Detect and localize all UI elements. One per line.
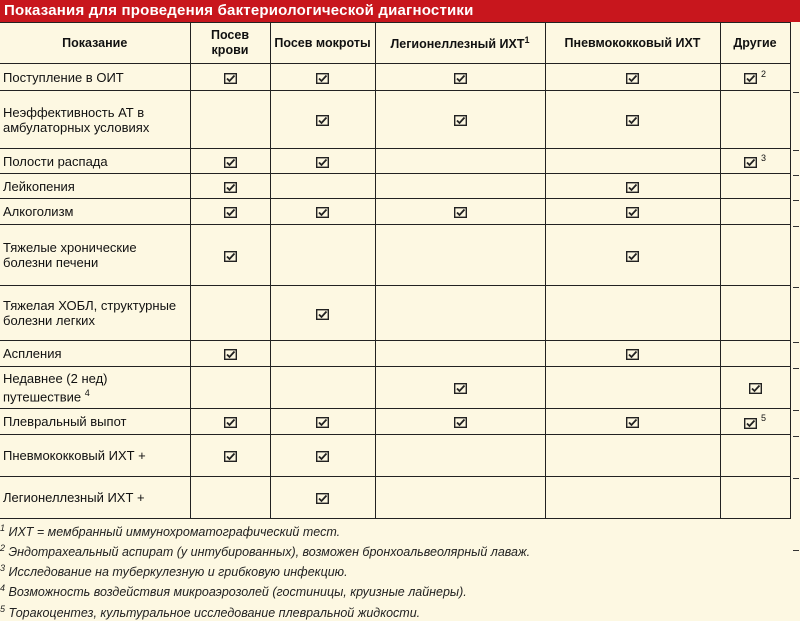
check-cell	[545, 199, 720, 225]
table-row	[0, 199, 790, 225]
row-label-text: Недавнее (2 нед) путешествие	[3, 370, 108, 405]
check-cell	[190, 341, 270, 367]
check-cell	[190, 286, 270, 341]
row-label-text: Пневмококковый ИХТ +	[3, 448, 146, 463]
row-label-text: Поступление в ОИТ	[3, 69, 124, 85]
footnote-number: 1	[0, 523, 6, 533]
checkbox-checked-icon	[316, 448, 329, 463]
table-row	[0, 341, 790, 367]
check-cell	[545, 225, 720, 286]
check-cell	[270, 225, 375, 286]
checkbox-checked-icon	[224, 346, 237, 361]
indications-table	[0, 22, 791, 519]
check-cell	[270, 435, 375, 477]
check-cell	[375, 367, 545, 409]
checkbox-checked-icon	[454, 204, 467, 219]
column-header-label: Пневмококковый ИХТ	[564, 35, 701, 50]
edge-tick	[793, 550, 799, 551]
footnote-ref: 1	[524, 35, 530, 46]
check-cell	[720, 341, 790, 367]
check-cell	[190, 409, 270, 435]
checkbox-checked-icon	[224, 154, 237, 169]
checkbox-checked-icon	[316, 112, 329, 127]
row-label-text: Тяжелая ХОБЛ, структурные болезни легких	[3, 298, 177, 328]
checkbox-checked-icon	[626, 179, 639, 194]
column-header	[545, 23, 720, 64]
footnotes	[0, 520, 530, 621]
checkbox-checked-icon	[224, 414, 237, 429]
table-row	[0, 286, 790, 341]
row-label	[0, 199, 190, 225]
edge-tick	[793, 436, 799, 437]
column-header	[720, 23, 790, 64]
edge-tick	[793, 150, 799, 151]
footnote	[0, 601, 530, 621]
check-cell	[270, 286, 375, 341]
check-cell	[270, 174, 375, 199]
edge-tick	[793, 368, 799, 369]
check-cell	[720, 149, 790, 174]
check-cell	[270, 367, 375, 409]
checkbox-checked-icon	[626, 112, 639, 127]
row-label	[0, 435, 190, 477]
check-cell	[190, 225, 270, 286]
checkbox-checked-icon	[626, 346, 639, 361]
checkbox-checked-icon	[316, 414, 329, 429]
check-cell	[190, 435, 270, 477]
checkbox-checked-icon	[316, 306, 329, 321]
table-row	[0, 367, 790, 409]
row-label	[0, 174, 190, 199]
footnote-ref: 3	[760, 152, 766, 163]
row-label	[0, 64, 190, 91]
header-row	[0, 23, 790, 64]
footnote	[0, 580, 530, 600]
check-cell	[375, 174, 545, 199]
edge-tick	[793, 287, 799, 288]
check-cell	[720, 477, 790, 519]
table-row	[0, 64, 790, 91]
table-title: Показания для проведения бактериологической диагностики	[0, 0, 800, 22]
checkbox-checked-icon	[224, 248, 237, 263]
row-label-text: Легионеллезный ИХТ +	[3, 490, 145, 505]
checkbox-checked-icon	[454, 414, 467, 429]
check-cell	[270, 409, 375, 435]
row-label	[0, 149, 190, 174]
checkbox-checked-icon	[224, 179, 237, 194]
check-cell	[720, 286, 790, 341]
checkbox-checked-icon	[224, 70, 237, 85]
footnote-ref: 4	[84, 387, 90, 398]
checkbox-checked-icon	[454, 112, 467, 127]
row-label	[0, 286, 190, 341]
check-cell	[270, 199, 375, 225]
check-cell	[545, 341, 720, 367]
row-label-text: Плевральный выпот	[3, 414, 127, 429]
row-label	[0, 409, 190, 435]
checkbox-checked-icon	[744, 154, 757, 169]
footnote	[0, 560, 530, 580]
checkbox-checked-icon	[224, 448, 237, 463]
edge-tick	[793, 478, 799, 479]
row-label	[0, 91, 190, 149]
checkbox-checked-icon	[224, 204, 237, 219]
check-cell	[270, 149, 375, 174]
checkbox-checked-icon	[316, 204, 329, 219]
check-cell	[190, 91, 270, 149]
check-cell	[190, 174, 270, 199]
checkbox-checked-icon	[626, 70, 639, 85]
check-cell	[190, 367, 270, 409]
check-cell	[375, 409, 545, 435]
check-cell	[375, 64, 545, 91]
check-cell	[270, 341, 375, 367]
check-cell	[270, 91, 375, 149]
check-cell	[720, 225, 790, 286]
row-label-text: Лейкопения	[3, 178, 75, 194]
check-cell	[375, 477, 545, 519]
check-cell	[375, 91, 545, 149]
check-cell	[545, 149, 720, 174]
check-cell	[545, 174, 720, 199]
checkbox-checked-icon	[454, 70, 467, 85]
column-header-label: Другие	[733, 35, 777, 50]
check-cell	[375, 286, 545, 341]
check-cell	[545, 64, 720, 91]
row-label-text: Неэффективность АТ в амбулаторных условиях	[3, 104, 150, 135]
checkbox-checked-icon	[626, 204, 639, 219]
footnote-number: 5	[0, 603, 6, 614]
table-row	[0, 91, 790, 149]
check-cell	[720, 91, 790, 149]
footnote-ref: 5	[760, 413, 766, 424]
row-label-text: Алкоголизм	[3, 204, 74, 219]
footnote	[0, 520, 530, 540]
column-header-label: Легионеллезный ИХТ	[390, 37, 525, 52]
checkbox-checked-icon	[749, 380, 762, 395]
checkbox-checked-icon	[626, 248, 639, 263]
checkbox-checked-icon	[316, 70, 329, 85]
check-cell	[270, 477, 375, 519]
check-cell	[720, 174, 790, 199]
check-cell	[190, 64, 270, 91]
check-cell	[190, 149, 270, 174]
checkbox-checked-icon	[744, 415, 757, 430]
table-row	[0, 409, 790, 435]
edge-tick	[793, 342, 799, 343]
checkbox-checked-icon	[626, 414, 639, 429]
footnote-text: Исследование на туберкулезную и грибковую инфекцию.	[8, 565, 348, 580]
check-cell	[375, 225, 545, 286]
table-row	[0, 435, 790, 477]
check-cell	[545, 435, 720, 477]
row-label-text: Тяжелые хронические болезни печени	[3, 240, 137, 270]
row-label	[0, 225, 190, 286]
edge-tick	[793, 410, 799, 411]
check-cell	[375, 149, 545, 174]
check-cell	[720, 64, 790, 91]
check-cell	[545, 286, 720, 341]
edge-tick	[793, 200, 799, 201]
check-cell	[375, 435, 545, 477]
check-cell	[720, 409, 790, 435]
checkbox-checked-icon	[316, 490, 329, 505]
check-cell	[375, 199, 545, 225]
check-cell	[545, 477, 720, 519]
footnote	[0, 540, 530, 560]
column-header-label: Показание	[62, 35, 128, 50]
column-header-label: Посев мокроты	[274, 35, 371, 50]
row-label-text: Полости распада	[3, 153, 108, 169]
check-cell	[190, 477, 270, 519]
table-row	[0, 225, 790, 286]
check-cell	[545, 367, 720, 409]
check-cell	[190, 199, 270, 225]
table-row	[0, 149, 790, 174]
footnote-number: 3	[0, 563, 6, 574]
edge-tick	[793, 92, 799, 93]
edge-tick	[793, 226, 799, 227]
row-label	[0, 367, 190, 409]
table-row	[0, 477, 790, 519]
checkbox-checked-icon	[744, 70, 757, 85]
footnote-ref: 2	[760, 68, 766, 79]
footnote-number: 2	[0, 543, 6, 554]
check-cell	[545, 409, 720, 435]
footnote-text: Эндотрахеальный аспират (у интубированных), возможен бронхоальвеолярный лаваж.	[8, 545, 531, 560]
edge-tick	[793, 175, 799, 176]
check-cell	[720, 435, 790, 477]
footnote-text: Торакоцентез, культуральное исследование плевральной жидкости.	[8, 605, 421, 620]
row-label-text: Аспления	[3, 346, 62, 361]
column-header	[375, 23, 545, 64]
column-header	[190, 23, 270, 64]
checkbox-checked-icon	[316, 154, 329, 169]
check-cell	[720, 199, 790, 225]
footnote-text: ИХТ = мембранный иммунохроматографический тест.	[8, 525, 341, 540]
check-cell	[270, 64, 375, 91]
column-header-label: Посев крови	[210, 28, 250, 57]
footnote-text: Возможность воздействия микроаэрозолей (гостиницы, круизные лайнеры).	[8, 585, 467, 600]
row-label	[0, 341, 190, 367]
column-header	[0, 23, 190, 64]
footnote-number: 4	[0, 583, 6, 594]
column-header	[270, 23, 375, 64]
row-label	[0, 477, 190, 519]
check-cell	[720, 367, 790, 409]
check-cell	[545, 91, 720, 149]
check-cell	[375, 341, 545, 367]
checkbox-checked-icon	[454, 380, 467, 395]
table-row	[0, 174, 790, 199]
